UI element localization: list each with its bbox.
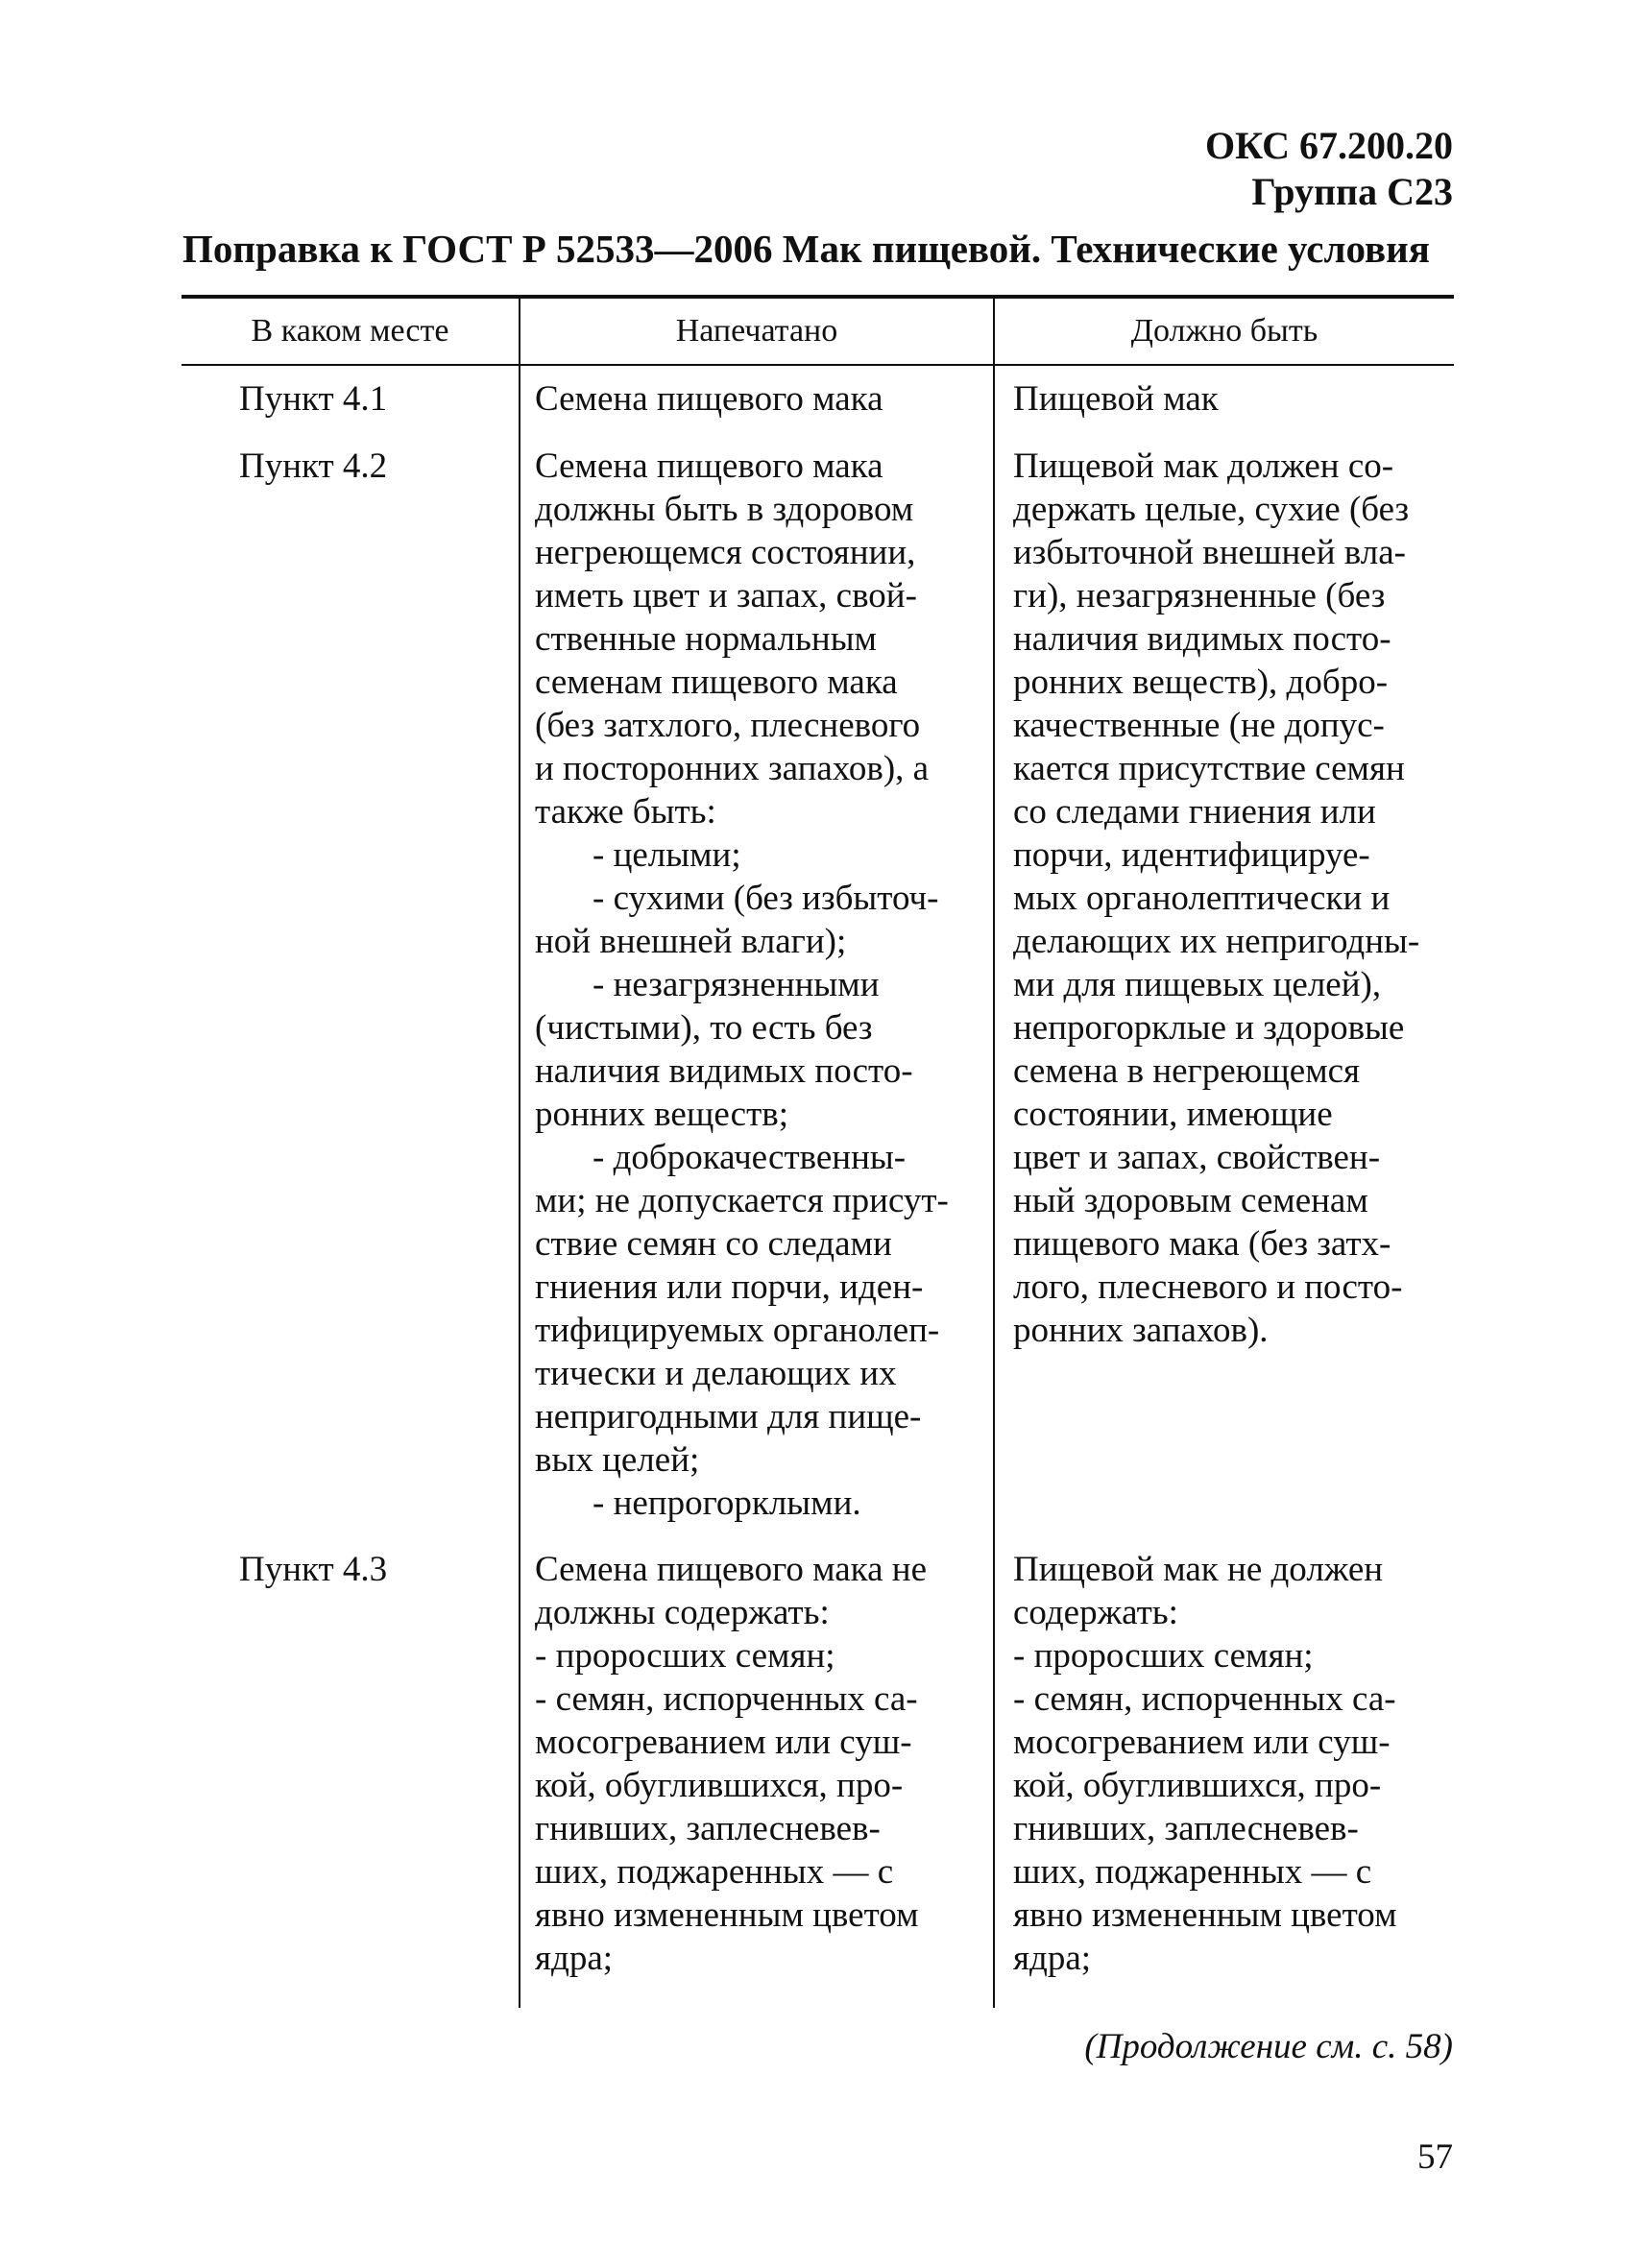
cell-line: непригодными для пище- [535,1397,922,1436]
cell-line: - непрогорклыми. [593,1484,861,1523]
cell-line: (без затхлого, плесневого [535,706,921,745]
cell-line: гнивших, заплесневев- [1013,1809,1359,1848]
cell-line: ствие семян со следами [535,1224,892,1264]
cell-line: порчи, идентифицируе- [1013,835,1370,875]
cell-line: также быть: [535,792,716,832]
cell-line: ронних запахов). [1013,1311,1269,1350]
cell-line: лого, плесневого и посто- [1013,1267,1403,1307]
cell-line: - сухими (без избыточ- [593,879,939,918]
cell-line: непрогорклые и здоровые [1013,1008,1405,1048]
column-header-printed: Напечатано [675,313,838,349]
cell-line: держать целые, сухие (без [1013,490,1410,529]
cell-line: ственные нормальным [535,619,877,659]
document-title: Поправка к ГОСТ Р 52533—2006 Мак пищевой. Технические условия [182,227,1430,271]
cell-line: наличия видимых посто- [1013,619,1391,659]
row-printed [535,445,981,1525]
row-printed [535,377,981,421]
cell-line: Пищевой мак не должен [1013,1550,1384,1589]
oks-code: ОКС 67.200.20 [1204,124,1453,167]
cell-line: - семян, испорченных са- [535,1679,918,1719]
cell-line: - доброкачественны- [593,1138,907,1177]
page-number: 57 [1417,2137,1453,2177]
cell-line: - проросших семян; [535,1636,835,1676]
cell-line: состоянии, имеющие [1013,1095,1333,1134]
row-should-be [1013,445,1443,1352]
cell-line: ми для пищевых целей), [1013,965,1382,1004]
cell-line: и посторонних запахов), а [535,749,930,788]
cell-line: - проросших семян; [1013,1636,1314,1676]
cell-line: - семян, испорченных са- [1013,1679,1396,1719]
cell-line: кается присутствие семян [1013,749,1405,788]
cell-line: ронних веществ; [535,1095,789,1134]
column-divider [519,299,520,2008]
cell-line: негреющемся состоянии, [535,533,916,572]
cell-line: кой, обуглившихся, про- [535,1766,904,1805]
cell-line: делающих их непригодны- [1013,922,1420,961]
row-place: Пункт 4.3 [239,1550,388,1589]
row-should-be [1013,377,1443,421]
table-header-rule [181,364,1454,366]
cell-line: избыточной внешней вла- [1013,533,1406,572]
column-divider [993,299,995,2008]
row-should-be [1013,1548,1443,1980]
cell-line: Семена пищевого мака не [535,1550,927,1589]
cell-line: гнивших, заплесневев- [535,1809,881,1848]
cell-line: Семена пищевого мака [535,379,883,419]
cell-line: ронних веществ), добро- [1013,663,1389,702]
header-codes [1205,123,1453,215]
cell-line: ный здоровым семенам [1013,1181,1368,1220]
cell-line: должны содержать: [535,1593,830,1632]
cell-line: ших, поджаренных — с [1013,1852,1372,1892]
cell-line: мых органолептически и [1013,879,1391,918]
row-place: Пункт 4.2 [239,446,388,486]
cell-line: ной внешней влаги); [535,922,847,961]
cell-line: мосогреванием или суш- [535,1723,912,1762]
cell-line: ядра; [1013,1939,1092,1978]
cell-line: ших, поджаренных — с [535,1852,894,1892]
cell-line: Семена пищевого мака [535,446,883,486]
cell-line: - незагрязненными [593,965,880,1004]
cell-line: - целыми; [593,835,741,875]
cell-line: кой, обуглившихся, про- [1013,1766,1382,1805]
cell-line: явно измененным цветом [1013,1895,1397,1935]
group-code: Группа С23 [1251,170,1453,213]
continuation-note: (Продолжение см. с. 58) [1084,2027,1453,2066]
column-header-should-be: Должно быть [1130,313,1318,349]
cell-line: наличия видимых посто- [535,1051,913,1091]
cell-line: должны быть в здоровом [535,490,914,529]
cell-line: содержать: [1013,1593,1178,1632]
cell-line: семена в негреющемся [1013,1051,1361,1091]
cell-line: тифицируемых органолеп- [535,1311,940,1350]
cell-line: ми; не допускается присут- [535,1181,949,1220]
cell-line: тически и делающих их [535,1354,897,1393]
cell-line: мосогреванием или суш- [1013,1723,1391,1762]
row-printed [535,1548,981,1980]
cell-line: Пищевой мак [1013,379,1219,419]
cell-line: качественные (не допус- [1013,706,1385,745]
cell-line: цвет и запах, свойствен- [1013,1138,1381,1177]
row-place: Пункт 4.1 [239,379,388,419]
cell-line: ядра; [535,1939,614,1978]
cell-line: ги), незагрязненные (без [1013,576,1386,615]
cell-line: (чистыми), то есть без [535,1008,873,1048]
cell-line: вых целей; [535,1440,700,1480]
cell-line: со следами гниения или [1013,792,1376,832]
cell-line: иметь цвет и запах, свой- [535,576,917,615]
cell-line: семенам пищевого мака [535,663,898,702]
cell-line: Пищевой мак должен со- [1013,446,1394,486]
cell-line: явно измененным цветом [535,1895,919,1935]
cell-line: пищевого мака (без затх- [1013,1224,1391,1264]
column-header-place: В каком месте [251,313,449,349]
cell-line: гниения или порчи, иден- [535,1267,924,1307]
